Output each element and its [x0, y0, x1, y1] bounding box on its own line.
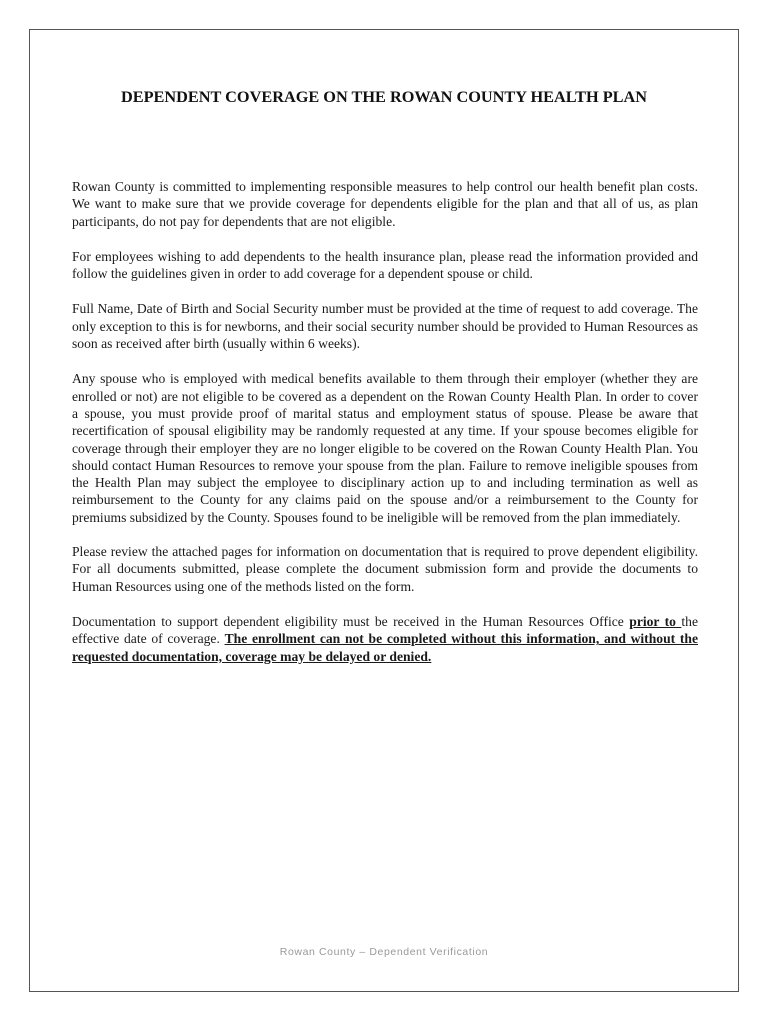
- deadline-text-middle: the effective date of coverage.: [72, 613, 699, 647]
- deadline-emphasis-prior: prior to: [629, 613, 682, 629]
- paragraph-deadline: [72, 613, 698, 665]
- document-title: DEPENDENT COVERAGE ON THE ROWAN COUNTY HEALTH PLAN: [120, 87, 648, 106]
- document-body: [72, 178, 698, 683]
- page-footer: Rowan County – Dependent Verification: [279, 946, 489, 958]
- deadline-warning: The enrollment can not be completed without this information, and without the requested documentation, coverage may be delayed or denied.: [72, 631, 698, 664]
- paragraph-required-info: Full Name, Date of Birth and Social Security number must be provided at the time of request to add coverage. The only exception to this is for newborns, and their social security number should be provided to Human Resources as soon as received after birth (usually within 6 weeks).: [72, 301, 698, 352]
- paragraph-intro: Rowan County is committed to implementing responsible measures to help control our health benefit plan costs. We want to make sure that we provide coverage for dependents eligible for the plan and that all of us, as plan participants, do not pay for dependents that are not eligible.: [72, 179, 698, 229]
- paragraph-spouse-eligibility: Any spouse who is employed with medical benefits available to them through their employer (whether they are enrolled or not) are not eligible to be covered as a dependent on the Rowan County Health Plan. In order to cover a spouse, you must provide proof of marital status and employment status of spouse. Please be aware that recertification of spousal eligibility may be randomly requested at any time. If your spouse becomes eligible for coverage through their employer they are no longer eligible to be covered on the Rowan County Health Plan. You should contact Human Resources to remove your spouse from the plan. Failure to remove ineligible spouses from the Health Plan may subject the employee to disciplinary action up to and including termination as well as reimbursement to the County for any claims paid on the spouse and/or a reimbursement to the County for premiums subsidized by the County. Spouses found to be ineligible will be removed from the plan immediately.: [72, 371, 698, 525]
- paragraph-review-documentation: Please review the attached pages for information on documentation that is required to prove dependent eligibility. For all documents submitted, please complete the document submission form and provide the documents to Human Resources using one of the methods listed on the form.: [72, 544, 698, 594]
- document-page: [29, 29, 739, 992]
- paragraph-adding-dependents: For employees wishing to add dependents to the health insurance plan, please read the information provided and follow the guidelines given in order to add coverage for a dependent spouse or child.: [72, 248, 698, 282]
- deadline-text-start: Documentation to support dependent eligibility must be received in the Human Resources Office: [72, 613, 630, 629]
